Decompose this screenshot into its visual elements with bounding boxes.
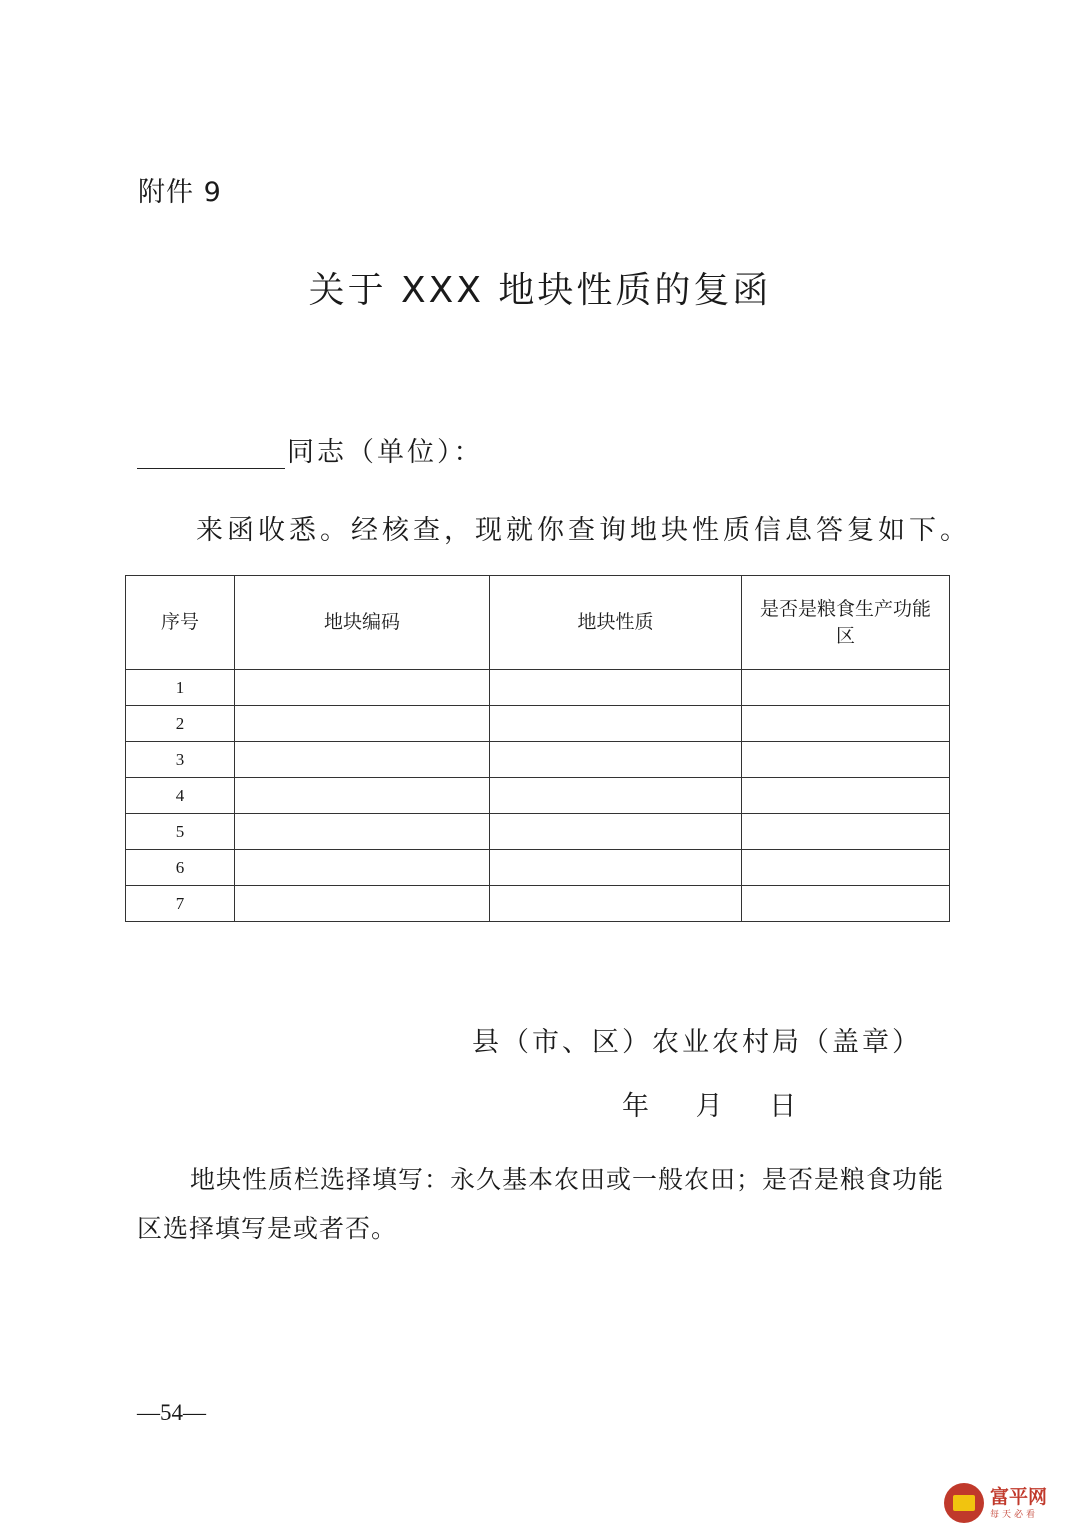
cell-plot-code bbox=[235, 706, 490, 742]
cell-plot-code bbox=[235, 670, 490, 706]
watermark-name: 富平网 bbox=[990, 1485, 1048, 1508]
issuing-authority: 县（市、区）农业农村局（盖章） bbox=[472, 1027, 922, 1058]
cell-plot-code bbox=[235, 886, 490, 922]
recipient-blank bbox=[137, 436, 285, 469]
table-row bbox=[126, 850, 950, 886]
filling-note: 地块性质栏选择填写：永久基本农田或一般农田；是否是粮食功能区选择填写是或者否。 bbox=[137, 1165, 945, 1243]
cell-serial: 7 bbox=[126, 886, 235, 922]
table-row bbox=[126, 886, 950, 922]
date-month: 月 bbox=[695, 1091, 723, 1122]
cell-plot-nature bbox=[490, 850, 742, 886]
salutation bbox=[137, 430, 484, 469]
table-row bbox=[126, 814, 950, 850]
cell-serial: 2 bbox=[126, 706, 235, 742]
plot-info-table bbox=[125, 575, 950, 922]
attachment-label: 附件 9 bbox=[138, 177, 222, 208]
cell-plot-nature bbox=[490, 814, 742, 850]
cell-grain-zone bbox=[742, 742, 950, 778]
cell-grain-zone bbox=[742, 670, 950, 706]
date-year: 年 bbox=[622, 1091, 649, 1122]
cell-serial: 3 bbox=[126, 742, 235, 778]
cell-serial: 5 bbox=[126, 814, 235, 850]
table-row bbox=[126, 706, 950, 742]
cell-plot-nature bbox=[490, 670, 742, 706]
header-grain-zone-text: 是否是粮食生产功能区 bbox=[759, 597, 931, 647]
table-header-row bbox=[126, 576, 950, 670]
table-row bbox=[126, 778, 950, 814]
date-line bbox=[622, 1084, 828, 1123]
watermark-slogan: 每天必看 bbox=[990, 1509, 1039, 1520]
cell-plot-code bbox=[235, 814, 490, 850]
cell-serial: 4 bbox=[126, 778, 235, 814]
table-row bbox=[126, 742, 950, 778]
cell-plot-nature bbox=[490, 778, 742, 814]
cell-plot-code bbox=[235, 850, 490, 886]
cell-serial: 6 bbox=[126, 850, 235, 886]
watermark bbox=[944, 1483, 1047, 1523]
watermark-logo-icon bbox=[944, 1483, 984, 1523]
header-plot-code: 地块编码 bbox=[235, 576, 490, 670]
header-serial-number: 序号 bbox=[126, 576, 235, 670]
body-text: 来函收悉。经核查，现就你查询地块性质信息答复如下。 bbox=[196, 515, 971, 546]
watermark-text bbox=[990, 1487, 1047, 1520]
cell-grain-zone bbox=[742, 886, 950, 922]
cell-plot-code bbox=[235, 742, 490, 778]
salutation-text: 同志（单位）： bbox=[287, 437, 484, 468]
cell-plot-nature bbox=[490, 886, 742, 922]
cell-grain-zone bbox=[742, 850, 950, 886]
document-title: 关于 XXX 地块性质的复函 bbox=[308, 270, 772, 311]
page-number: —54— bbox=[137, 1400, 206, 1425]
cell-plot-code bbox=[235, 778, 490, 814]
date-day: 日 bbox=[769, 1091, 797, 1122]
cell-serial: 1 bbox=[126, 670, 235, 706]
cell-plot-nature bbox=[490, 742, 742, 778]
header-grain-zone bbox=[742, 576, 950, 670]
table-row bbox=[126, 670, 950, 706]
cell-grain-zone bbox=[742, 706, 950, 742]
cell-grain-zone bbox=[742, 814, 950, 850]
cell-grain-zone bbox=[742, 778, 950, 814]
cell-plot-nature bbox=[490, 706, 742, 742]
header-plot-nature: 地块性质 bbox=[490, 576, 742, 670]
